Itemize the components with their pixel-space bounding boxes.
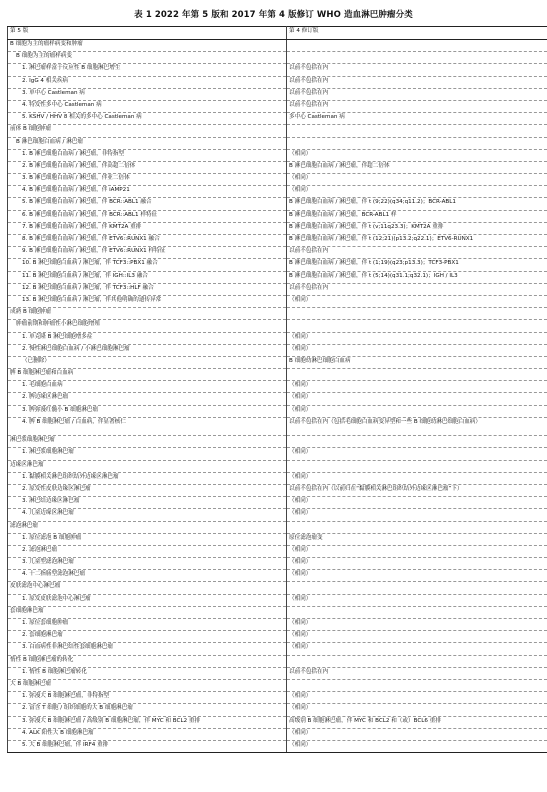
revised-4th-edition-cell: （相同） bbox=[287, 174, 547, 186]
table-row bbox=[8, 643, 547, 655]
entity-cell: 4. 十二指肠型滤泡淋巴瘤 bbox=[8, 570, 287, 582]
category-cell: 皮肤滤泡中心淋巴瘤 bbox=[8, 582, 287, 594]
entity-cell: 1. 毛细胞白血病 bbox=[8, 381, 287, 393]
entity-cell: 2. 富含 T 细胞 / 组织细胞的大 B 细胞淋巴瘤 bbox=[8, 704, 287, 716]
revised-4th-edition-cell: 以前不包括在内 bbox=[287, 667, 547, 679]
entity-cell: 12. B 淋巴细胞白血病 / 淋巴瘤，伴 TCF3::HLF 融合 bbox=[8, 283, 287, 295]
table-row bbox=[8, 631, 547, 643]
table-row bbox=[8, 570, 547, 582]
subcategory-cell: B 细胞为主的瘤样病变 bbox=[8, 52, 287, 64]
revised-4th-edition-cell: 原位滤泡瘤变 bbox=[287, 533, 547, 545]
revised-4th-edition-cell: 以前不包括在内（包括毛细胞白血病变异型和一些 B 细胞幼淋巴细胞白血病） bbox=[287, 417, 547, 435]
revised-4th-edition-cell: （相同） bbox=[287, 545, 547, 557]
table-row bbox=[8, 125, 547, 137]
table-row bbox=[8, 64, 547, 76]
table-row bbox=[8, 497, 547, 509]
entity-cell: 8. B 淋巴细胞白血病 / 淋巴瘤，伴 ETV6::RUNX1 融合 bbox=[8, 235, 287, 247]
table-row bbox=[8, 369, 547, 381]
table-row bbox=[8, 558, 547, 570]
category-cell: 惰性 B 细胞淋巴瘤的转化 bbox=[8, 655, 287, 667]
table-row bbox=[8, 88, 547, 100]
revised-4th-edition-cell: （相同） bbox=[287, 631, 547, 643]
revised-4th-edition-cell: B 淋巴细胞白血病 / 淋巴瘤，伴 t (v;11q23.3)；KMT2A 重排 bbox=[287, 222, 547, 234]
revised-4th-edition-cell: 高级别 B 细胞淋巴瘤，伴 MYC 和 BCL2 和（或）BCL6 重排 bbox=[287, 716, 547, 728]
table-row bbox=[8, 716, 547, 728]
revised-4th-edition-cell bbox=[287, 436, 547, 448]
category-cell: 淋巴浆细胞淋巴瘤 bbox=[8, 436, 287, 448]
category-cell: 边缘区淋巴瘤 bbox=[8, 460, 287, 472]
revised-4th-edition-cell: （相同） bbox=[287, 393, 547, 405]
revised-4th-edition-cell: （相同） bbox=[287, 186, 547, 198]
revised-4th-edition-cell bbox=[287, 320, 547, 332]
revised-4th-edition-cell: （相同） bbox=[287, 558, 547, 570]
revised-4th-edition-cell bbox=[287, 679, 547, 691]
revised-4th-edition-cell bbox=[287, 308, 547, 320]
table-row bbox=[8, 417, 547, 435]
revised-4th-edition-cell bbox=[287, 521, 547, 533]
entity-cell: 3. 儿童型滤泡淋巴瘤 bbox=[8, 558, 287, 570]
table-row bbox=[8, 113, 547, 125]
header-5th-edition: 第 5 版 bbox=[8, 27, 287, 40]
table-row bbox=[8, 356, 547, 368]
revised-4th-edition-cell: （相同） bbox=[287, 509, 547, 521]
revised-4th-edition-cell bbox=[287, 582, 547, 594]
table-row bbox=[8, 198, 547, 210]
table-title: 表 1 2022 年第 5 版和 2017 年第 4 版修订 WHO 造血淋巴肿瘤分类 bbox=[134, 10, 413, 20]
table-row bbox=[8, 222, 547, 234]
revised-4th-edition-cell: （相同） bbox=[287, 728, 547, 740]
revised-4th-edition-cell: （相同） bbox=[287, 448, 547, 460]
category-cell: 前体 B 细胞肿瘤 bbox=[8, 125, 287, 137]
header-4th-revised-edition: 第 4 修订版 bbox=[287, 27, 547, 40]
revised-4th-edition-cell: B 淋巴细胞白血病 / 淋巴瘤，伴 t (1;19)(q23;p13.3)；TCF3-PBX1 bbox=[287, 259, 547, 271]
entity-cell: 3. B 淋巴细胞白血病 / 淋巴瘤，伴亚二倍体 bbox=[8, 174, 287, 186]
entity-cell: 2. 慢性淋巴细胞白血病 / 小淋巴细胞淋巴瘤 bbox=[8, 344, 287, 356]
table-row bbox=[8, 545, 547, 557]
category-cell: B 细胞为主的瘤样病变和肿瘤 bbox=[8, 40, 287, 52]
entity-cell: 2. 原发性皮肤边缘区淋巴瘤 bbox=[8, 484, 287, 496]
table-row bbox=[8, 344, 547, 356]
table-row bbox=[8, 161, 547, 173]
table-row bbox=[8, 436, 547, 448]
entity-cell: 1. 原位滤泡 B 细胞肿瘤 bbox=[8, 533, 287, 545]
entity-cell: 7. B 淋巴细胞白血病 / 淋巴瘤，伴 KMT2A 重排 bbox=[8, 222, 287, 234]
category-cell: 大 B 细胞淋巴瘤 bbox=[8, 679, 287, 691]
subcategory-cell: B 淋巴细胞白血病 / 淋巴瘤 bbox=[8, 137, 287, 149]
table-row bbox=[8, 533, 547, 545]
revised-4th-edition-cell: 多中心 Castleman 病 bbox=[287, 113, 547, 125]
revised-4th-edition-cell: （相同） bbox=[287, 594, 547, 606]
entity-cell: 1. 原位套细胞肿瘤 bbox=[8, 619, 287, 631]
table-row bbox=[8, 52, 547, 64]
entity-cell: 2. 滤泡淋巴瘤 bbox=[8, 545, 287, 557]
revised-4th-edition-cell: （相同） bbox=[287, 692, 547, 704]
table-row bbox=[8, 283, 547, 295]
revised-4th-edition-cell: （相同） bbox=[287, 619, 547, 631]
entity-cell: 3. 淋巴结边缘区淋巴瘤 bbox=[8, 497, 287, 509]
table-row bbox=[8, 332, 547, 344]
revised-4th-edition-cell: B 淋巴细胞白血病 / 淋巴瘤，伴超二倍体 bbox=[287, 161, 547, 173]
entity-cell: 1. 弥漫大 B 细胞淋巴瘤，非特指型 bbox=[8, 692, 287, 704]
table-row bbox=[8, 484, 547, 496]
table-row bbox=[8, 259, 547, 271]
table-row bbox=[8, 692, 547, 704]
table-row bbox=[8, 210, 547, 222]
revised-4th-edition-cell bbox=[287, 137, 547, 149]
revised-4th-edition-cell: （相同） bbox=[287, 570, 547, 582]
table-row bbox=[8, 606, 547, 618]
table-row bbox=[8, 320, 547, 332]
entity-cell: 1. 原发皮肤滤泡中心淋巴瘤 bbox=[8, 594, 287, 606]
revised-4th-edition-cell: B 细胞幼淋巴细胞白血病 bbox=[287, 356, 547, 368]
revised-4th-edition-cell bbox=[287, 52, 547, 64]
revised-4th-edition-cell: （相同） bbox=[287, 344, 547, 356]
revised-4th-edition-cell: 以前不包括在内 bbox=[287, 247, 547, 259]
entity-cell: 3. 脾弥漫红髓小 B 细胞淋巴瘤 bbox=[8, 405, 287, 417]
entity-cell: 10. B 淋巴细胞白血病 / 淋巴瘤，伴 TCF3::PBX1 融合 bbox=[8, 259, 287, 271]
table-row bbox=[8, 295, 547, 307]
revised-4th-edition-cell bbox=[287, 655, 547, 667]
revised-4th-edition-cell: （相同） bbox=[287, 381, 547, 393]
category-cell: 滤泡淋巴瘤 bbox=[8, 521, 287, 533]
entity-cell: （已删除） bbox=[8, 356, 287, 368]
table-row bbox=[8, 174, 547, 186]
category-cell: 成熟 B 细胞肿瘤 bbox=[8, 308, 287, 320]
table-row bbox=[8, 509, 547, 521]
entity-cell: 4. 特发性多中心 Castleman 病 bbox=[8, 100, 287, 112]
table-row bbox=[8, 655, 547, 667]
table-row bbox=[8, 235, 547, 247]
revised-4th-edition-cell: （相同） bbox=[287, 332, 547, 344]
entity-cell: 4. 儿童边缘区淋巴瘤 bbox=[8, 509, 287, 521]
entity-cell: 4. 脾 B 细胞淋巴瘤 / 白血病，伴显著核仁 bbox=[8, 417, 287, 435]
revised-4th-edition-cell bbox=[287, 369, 547, 381]
table-row bbox=[8, 667, 547, 679]
entity-cell: 2. 脾边缘区淋巴瘤 bbox=[8, 393, 287, 405]
category-cell: 脾 B 细胞淋巴瘤和白血病 bbox=[8, 369, 287, 381]
entity-cell: 1. 单克隆 B 淋巴细胞增多症 bbox=[8, 332, 287, 344]
entity-cell: 3. 弥漫大 B 细胞淋巴瘤 / 高级别 B 细胞淋巴瘤，伴 MYC 和 BCL2 重排 bbox=[8, 716, 287, 728]
revised-4th-edition-cell: （相同） bbox=[287, 295, 547, 307]
revised-4th-edition-cell: 以前不包括在内（以前归在“黏膜相关淋巴组织结外边缘区淋巴瘤”下） bbox=[287, 484, 547, 496]
revised-4th-edition-cell bbox=[287, 606, 547, 618]
revised-4th-edition-cell: （相同） bbox=[287, 405, 547, 417]
entity-cell: 1. 淋巴瘤样富于反应性 B 细胞淋巴增生 bbox=[8, 64, 287, 76]
revised-4th-edition-cell bbox=[287, 125, 547, 137]
entity-cell: 1. B 淋巴细胞白血病 / 淋巴瘤，非特指型 bbox=[8, 149, 287, 161]
revised-4th-edition-cell: （相同） bbox=[287, 643, 547, 655]
revised-4th-edition-cell: B 淋巴细胞白血病 / 淋巴瘤，伴 t (9;22)(q34;q11.2)；BCR-ABL1 bbox=[287, 198, 547, 210]
table-row bbox=[8, 393, 547, 405]
revised-4th-edition-cell: （相同） bbox=[287, 472, 547, 484]
table-header-row bbox=[8, 27, 547, 40]
entity-cell: 1. 惰性 B 细胞淋巴瘤转化 bbox=[8, 667, 287, 679]
table-row bbox=[8, 381, 547, 393]
entity-cell: 3. 单中心 Castleman 病 bbox=[8, 88, 287, 100]
table-row bbox=[8, 582, 547, 594]
entity-cell: 5. B 淋巴细胞白血病 / 淋巴瘤，伴 BCR::ABL1 融合 bbox=[8, 198, 287, 210]
revised-4th-edition-cell: 以前不包括在内 bbox=[287, 76, 547, 88]
table-row bbox=[8, 619, 547, 631]
table-row bbox=[8, 704, 547, 716]
table-row bbox=[8, 247, 547, 259]
table-row bbox=[8, 137, 547, 149]
classification-table bbox=[7, 26, 547, 753]
table-row bbox=[8, 740, 547, 752]
table-row bbox=[8, 186, 547, 198]
entity-cell: 9. B 淋巴细胞白血病 / 淋巴瘤，伴 ETV6::RUNX1 样特征 bbox=[8, 247, 287, 259]
entity-cell: 5. KSHV / HHV 8 相关的多中心 Castleman 病 bbox=[8, 113, 287, 125]
revised-4th-edition-cell: （相同） bbox=[287, 149, 547, 161]
entity-cell: 3. 白血病性非淋巴结性套细胞淋巴瘤 bbox=[8, 643, 287, 655]
entity-cell: 4. ALK 阳性大 B 细胞淋巴瘤 bbox=[8, 728, 287, 740]
entity-cell: 2. 套细胞淋巴瘤 bbox=[8, 631, 287, 643]
entity-cell: 1. 淋巴浆细胞淋巴瘤 bbox=[8, 448, 287, 460]
category-cell: 套细胞淋巴瘤 bbox=[8, 606, 287, 618]
revised-4th-edition-cell: B 淋巴细胞白血病 / 淋巴瘤，伴 t (5;14)(q31.1;q32.1)；IGH / IL3 bbox=[287, 271, 547, 283]
table-row bbox=[8, 76, 547, 88]
revised-4th-edition-cell: 以前不包括在内 bbox=[287, 64, 547, 76]
subcategory-cell: 肿瘤前期和肿瘤性小淋巴细胞增殖 bbox=[8, 320, 287, 332]
revised-4th-edition-cell bbox=[287, 460, 547, 472]
entity-cell: 4. B 淋巴细胞白血病 / 淋巴瘤，伴 iAMP21 bbox=[8, 186, 287, 198]
table-row bbox=[8, 100, 547, 112]
table-row bbox=[8, 679, 547, 691]
entity-cell: 6. B 淋巴细胞白血病 / 淋巴瘤，伴 BCR::ABL1 样特征 bbox=[8, 210, 287, 222]
entity-cell: 2. B 淋巴细胞白血病 / 淋巴瘤，伴高超二倍体 bbox=[8, 161, 287, 173]
revised-4th-edition-cell: 以前不包括在内 bbox=[287, 88, 547, 100]
entity-cell: 2. IgG 4 相关疾病 bbox=[8, 76, 287, 88]
table-row bbox=[8, 594, 547, 606]
table-row bbox=[8, 472, 547, 484]
table-row bbox=[8, 521, 547, 533]
table-row bbox=[8, 271, 547, 283]
table-row bbox=[8, 728, 547, 740]
table-row bbox=[8, 460, 547, 472]
revised-4th-edition-cell: B 淋巴细胞白血病 / 淋巴瘤，BCR-ABL1 样 bbox=[287, 210, 547, 222]
table-row bbox=[8, 448, 547, 460]
revised-4th-edition-cell bbox=[287, 40, 547, 52]
entity-cell: 11. B 淋巴细胞白血病 / 淋巴瘤，伴 IGH::IL3 融合 bbox=[8, 271, 287, 283]
revised-4th-edition-cell: （相同） bbox=[287, 497, 547, 509]
entity-cell: 1. 黏膜相关淋巴组织结外边缘区淋巴瘤 bbox=[8, 472, 287, 484]
revised-4th-edition-cell: 以前不包括在内 bbox=[287, 100, 547, 112]
table-row bbox=[8, 308, 547, 320]
entity-cell: 5. 大 B 细胞淋巴瘤，伴 IRF4 重排 bbox=[8, 740, 287, 752]
revised-4th-edition-cell: （相同） bbox=[287, 740, 547, 752]
table-row bbox=[8, 405, 547, 417]
revised-4th-edition-cell: 以前不包括在内 bbox=[287, 283, 547, 295]
table-row bbox=[8, 149, 547, 161]
revised-4th-edition-cell: B 淋巴细胞白血病 / 淋巴瘤，伴 t (12;21)(p13.2;q22.1)；ETV6-RUNX1 bbox=[287, 235, 547, 247]
entity-cell: 13. B 淋巴细胞白血病 / 淋巴瘤，伴其他明确的遗传异常 bbox=[8, 295, 287, 307]
revised-4th-edition-cell: （相同） bbox=[287, 704, 547, 716]
table-row bbox=[8, 40, 547, 52]
